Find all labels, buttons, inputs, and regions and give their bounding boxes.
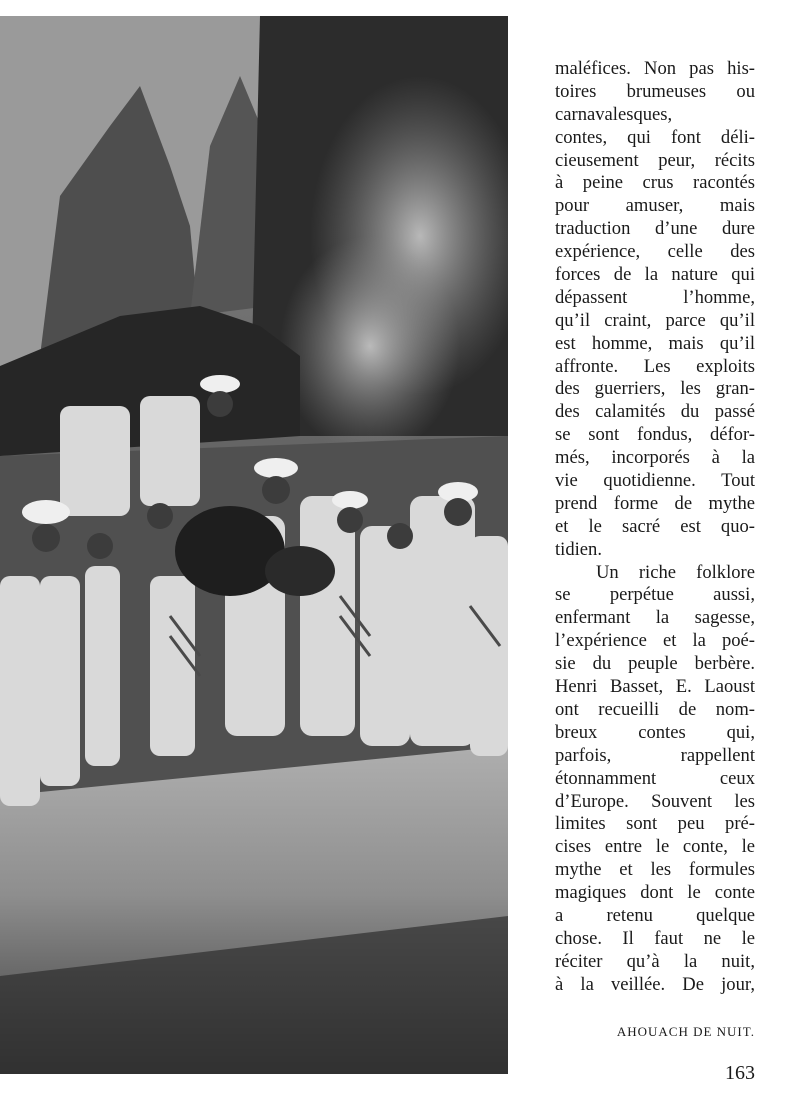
- photograph-ahouach-night: [0, 16, 508, 1074]
- text-line: des guerriers, les gran-: [555, 378, 755, 400]
- text-line: forces de la nature qui: [555, 264, 755, 286]
- text-line: sie du peuple berbère.: [555, 653, 755, 675]
- text-line: magiques dont le conte: [555, 882, 755, 904]
- text-line: à la veillée. De jour,: [555, 973, 755, 995]
- page-number: 163: [725, 1062, 755, 1084]
- photo-caption: AHOUACH DE NUIT.: [616, 1024, 755, 1039]
- text-line: a retenu quelque: [555, 904, 755, 926]
- text-line: toires brumeuses ou: [555, 80, 755, 102]
- text-line: parfois, rappellent: [555, 744, 755, 766]
- text-line: dépassent l’homme,: [555, 286, 755, 308]
- text-line: d’Europe. Souvent les: [555, 790, 755, 812]
- body-text-column: [555, 58, 755, 997]
- text-line: des calamités du passé: [555, 401, 755, 423]
- text-line: réciter qu’à la nuit,: [555, 950, 755, 972]
- photo-illustration: [0, 16, 508, 1074]
- text-line: à peine crus racontés: [555, 172, 755, 194]
- text-line: est homme, mais qu’il: [555, 332, 755, 354]
- text-line: étonnamment ceux: [555, 767, 755, 789]
- text-line: Henri Basset, E. Laoust: [555, 676, 755, 698]
- text-line: enfermant la sagesse,: [555, 607, 755, 629]
- text-line: maléfices. Non pas his-: [555, 58, 755, 79]
- text-line: mythe et les formules: [555, 859, 755, 881]
- text-line: cises entre le conte, le: [555, 836, 755, 858]
- text-line: ont recueilli de nom-: [555, 698, 755, 720]
- text-line: traduction d’une dure: [555, 218, 755, 240]
- text-line: més, incorporés à la: [555, 447, 755, 469]
- text-line: tidien.: [555, 538, 602, 560]
- text-line: affronte. Les exploits: [555, 355, 755, 377]
- text-line: contes, qui font déli-: [555, 126, 755, 148]
- text-line: prend forme de mythe: [555, 492, 755, 514]
- text-line: qu’il craint, parce qu’il: [555, 309, 755, 331]
- text-line: se perpétue aussi,: [555, 584, 755, 606]
- text-line: expérience, celle des: [555, 241, 755, 263]
- text-line: et le sacré est quo-: [555, 515, 755, 537]
- text-line: se sont fondus, défor-: [555, 424, 755, 446]
- text-line: vie quotidienne. Tout: [555, 470, 755, 492]
- text-line: Un riche folklore: [596, 561, 755, 583]
- text-line: pour amuser, mais: [555, 195, 755, 217]
- text-line: breux contes qui,: [555, 721, 755, 743]
- text-line: cieusement peur, récits: [555, 149, 755, 171]
- text-line: limites sont peu pré-: [555, 813, 755, 835]
- text-line: l’expérience et la poé-: [555, 630, 755, 652]
- text-line: carnavalesques,: [555, 103, 673, 125]
- text-line: chose. Il faut ne le: [555, 927, 755, 949]
